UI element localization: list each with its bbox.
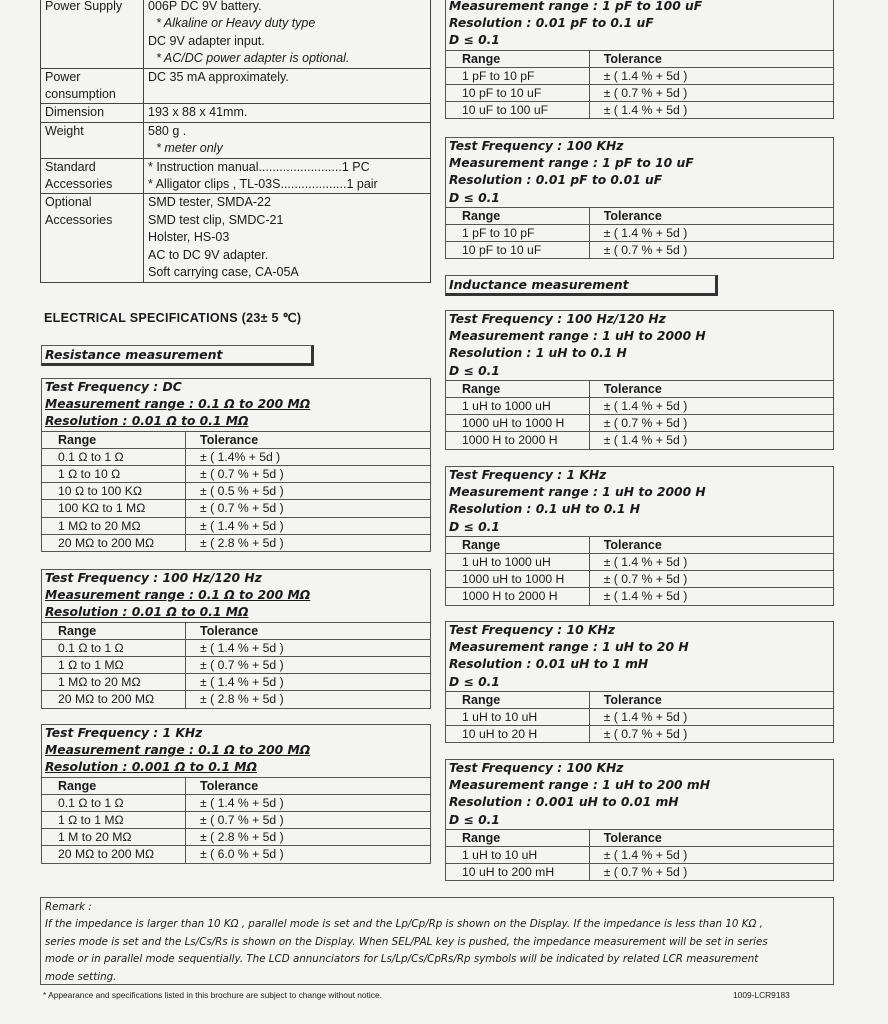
tolerance-cell: ± ( 0.7 % + 5d ) xyxy=(186,812,430,829)
table-row xyxy=(446,588,833,605)
spec-value-line: SMD tester, SMDA-22 xyxy=(148,195,271,210)
tolerance-cell: ± ( 1.4 % + 5d ) xyxy=(589,102,833,119)
table-row xyxy=(446,571,833,588)
remark-box xyxy=(40,897,834,985)
spec-heading-line: Resolution : 0.01 pF to 0.01 uF xyxy=(449,173,663,188)
tolerance-table xyxy=(446,536,833,605)
tolerance-header: Tolerance xyxy=(589,691,833,708)
spec-label: Dimension xyxy=(41,104,144,122)
range-cell: 1 M to 20 MΩ xyxy=(42,829,186,846)
spec-heading-line: Measurement range : 1 uH to 200 mH xyxy=(449,778,710,793)
spec-row xyxy=(41,194,431,282)
tolerance-table xyxy=(42,622,430,708)
spec-value xyxy=(144,68,431,104)
spec-heading-line: Measurement range : 0.1 Ω to 200 MΩ xyxy=(45,397,311,412)
capacitance-100khz-block xyxy=(445,137,834,259)
tolerance-header: Tolerance xyxy=(186,622,430,639)
range-cell: 1 uH to 10 uH xyxy=(446,709,589,726)
spec-value-line: Holster, HS-03 xyxy=(148,230,230,245)
spec-heading-line: D ≤ 0.1 xyxy=(449,33,500,48)
tolerance-table xyxy=(42,777,430,863)
range-cell: 1000 H to 2000 H xyxy=(446,432,589,449)
table-header-row xyxy=(42,777,430,794)
tolerance-cell: ± ( 0.5 % + 5d ) xyxy=(186,483,430,500)
tolerance-cell: ± ( 1.4 % + 5d ) xyxy=(589,432,833,449)
spec-row xyxy=(41,122,431,158)
remark-line: mode setting. xyxy=(45,970,117,983)
electrical-spec-heading: ELECTRICAL SPECIFICATIONS (23± 5 ℃) xyxy=(44,311,302,325)
tolerance-header: Tolerance xyxy=(589,536,833,553)
table-row xyxy=(42,657,430,674)
table-row xyxy=(42,639,430,656)
spec-heading-line: D ≤ 0.1 xyxy=(449,519,500,534)
table-row xyxy=(446,242,833,259)
range-cell: 10 uF to 100 uF xyxy=(446,102,589,119)
range-cell: 1 Ω to 1 MΩ xyxy=(42,657,186,674)
table-row xyxy=(446,709,833,726)
spec-heading-line: Resolution : 0.001 Ω to 0.1 MΩ xyxy=(45,760,257,775)
tolerance-header: Tolerance xyxy=(589,50,833,67)
tolerance-header: Tolerance xyxy=(589,207,833,224)
table-row xyxy=(42,846,430,863)
spec-value-line: * Alligator clips , TL-03S...................1 pair xyxy=(148,177,378,192)
spec-heading-line: Test Frequency : 1 KHz xyxy=(449,468,607,482)
spec-value xyxy=(144,0,431,68)
spec-heading-line: Test Frequency : 100 Hz/120 Hz xyxy=(45,571,262,585)
inductance-100hz-block xyxy=(445,310,834,450)
tolerance-cell: ± ( 0.7 % + 5d ) xyxy=(589,571,833,588)
spec-heading-line: Test Frequency : 100 KHz xyxy=(449,761,624,775)
range-cell: 20 MΩ to 200 MΩ xyxy=(42,534,186,551)
spec-label: Standard Accessories xyxy=(41,158,144,194)
spec-heading-line: Test Frequency : DC xyxy=(45,380,182,394)
table-header-row xyxy=(446,829,833,846)
remark-line: series mode is set and the Ls/Cs/Rs is shown on the Display. When SEL/PAL key is pushed, the impedance measurement will be set in series xyxy=(45,935,768,948)
remark-line: mode or in parallel mode sequentially. The LCD annunciators for Ls/Lp/Cs/CpRs/Rp symbols will be indicated by related LCR measurement xyxy=(45,953,759,966)
inductance-1khz-block xyxy=(445,466,834,606)
range-cell: 100 KΩ to 1 MΩ xyxy=(42,500,186,517)
range-cell: 0.1 Ω to 1 Ω xyxy=(42,794,186,811)
tolerance-cell: ± ( 1.4 % + 5d ) xyxy=(186,794,430,811)
tolerance-cell: ± ( 0.7 % + 5d ) xyxy=(589,242,833,259)
tolerance-table xyxy=(446,50,833,119)
table-row xyxy=(446,864,833,881)
spec-value-line: 006P DC 9V battery. xyxy=(148,0,262,13)
spec-heading-line: Measurement range : 1 pF to 10 uF xyxy=(449,156,694,171)
range-header: Range xyxy=(446,380,589,397)
table-row xyxy=(446,554,833,571)
spec-heading-line: Resolution : 0.01 Ω to 0.1 MΩ xyxy=(45,605,249,620)
spec-label: Power Supply xyxy=(41,0,144,68)
spec-row xyxy=(41,0,431,68)
tolerance-cell: ± ( 2.8 % + 5d ) xyxy=(186,829,430,846)
table-row xyxy=(446,85,833,102)
spec-row xyxy=(41,104,431,122)
spec-heading-line: D ≤ 0.1 xyxy=(449,674,500,689)
spec-value-line: DC 9V adapter input. xyxy=(148,33,265,48)
tolerance-header: Tolerance xyxy=(589,829,833,846)
tolerance-header: Tolerance xyxy=(589,380,833,397)
tolerance-header: Tolerance xyxy=(186,777,430,794)
table-row xyxy=(446,726,833,743)
table-row xyxy=(42,466,430,483)
range-cell: 1000 H to 2000 H xyxy=(446,588,589,605)
spec-heading-line: Measurement range : 1 uH to 2000 H xyxy=(449,485,706,500)
tolerance-cell: ± ( 0.7 % + 5d ) xyxy=(589,864,833,881)
tolerance-cell: ± ( 1.4 % + 5d ) xyxy=(589,225,833,242)
spec-row xyxy=(41,68,431,104)
table-row xyxy=(446,102,833,119)
range-cell: 1000 uH to 1000 H xyxy=(446,415,589,432)
spec-value-line: AC to DC 9V adapter. xyxy=(148,247,269,262)
table-header-row xyxy=(446,207,833,224)
spec-heading-line: Measurement range : 0.1 Ω to 200 MΩ xyxy=(45,588,311,603)
spec-value-line: 193 x 88 x 41mm. xyxy=(148,105,248,120)
spec-value-line: * Alkaline or Heavy duty type xyxy=(156,16,316,31)
tolerance-cell: ± ( 1.4 % + 5d ) xyxy=(186,517,430,534)
tolerance-cell: ± ( 1.4 % + 5d ) xyxy=(589,847,833,864)
document-number: 1009-LCR9183 xyxy=(733,990,790,1000)
table-row xyxy=(446,432,833,449)
range-cell: 10 pF to 10 uF xyxy=(446,85,589,102)
tolerance-cell: ± ( 6.0 % + 5d ) xyxy=(186,846,430,863)
resistance-dc-block xyxy=(41,378,431,552)
spec-value-line: 580 g . xyxy=(148,123,187,138)
range-header: Range xyxy=(42,431,186,448)
spec-value xyxy=(144,104,431,122)
table-row xyxy=(446,67,833,84)
inductance-100khz-block xyxy=(445,759,834,881)
spec-value-line: * AC/DC power adapter is optional. xyxy=(156,51,350,66)
table-row xyxy=(42,829,430,846)
range-cell: 0.1 Ω to 1 Ω xyxy=(42,639,186,656)
tolerance-cell: ± ( 1.4 % + 5d ) xyxy=(589,398,833,415)
range-header: Range xyxy=(446,691,589,708)
spec-label: Power consumption xyxy=(41,68,144,104)
spec-heading-line: Measurement range : 0.1 Ω to 200 MΩ xyxy=(45,743,311,758)
tolerance-table xyxy=(446,380,833,449)
tolerance-header: Tolerance xyxy=(186,431,430,448)
spec-heading-line: Measurement range : 1 uH to 20 H xyxy=(449,640,689,655)
table-header-row xyxy=(42,431,430,448)
table-row xyxy=(42,534,430,551)
table-row xyxy=(446,415,833,432)
tolerance-cell: ± ( 0.7 % + 5d ) xyxy=(186,657,430,674)
spec-heading-line: Measurement range : 1 pF to 100 uF xyxy=(449,0,703,13)
remark-text xyxy=(45,916,829,986)
tolerance-cell: ± ( 0.7 % + 5d ) xyxy=(589,415,833,432)
spec-heading-line: D ≤ 0.1 xyxy=(449,812,500,827)
tolerance-cell: ± ( 1.4 % + 5d ) xyxy=(589,588,833,605)
tolerance-cell: ± ( 0.7 % + 5d ) xyxy=(589,85,833,102)
table-row xyxy=(42,674,430,691)
tolerance-table xyxy=(446,829,833,881)
tolerance-cell: ± ( 2.8 % + 5d ) xyxy=(186,691,430,708)
range-cell: 1 Ω to 1 MΩ xyxy=(42,812,186,829)
spec-heading-line: Resolution : 0.001 uH to 0.01 mH xyxy=(449,795,679,810)
range-cell: 1000 uH to 1000 H xyxy=(446,571,589,588)
tolerance-cell: ± ( 0.7 % + 5d ) xyxy=(186,466,430,483)
remark-title: Remark : xyxy=(45,901,92,913)
range-header: Range xyxy=(446,536,589,553)
table-row xyxy=(42,812,430,829)
spec-heading-line: Resolution : 0.01 Ω to 0.1 MΩ xyxy=(45,414,249,429)
spec-value-line: DC 35 mA approximately. xyxy=(148,69,289,84)
range-cell: 10 Ω to 100 KΩ xyxy=(42,483,186,500)
resistance-section-title: Resistance measurement xyxy=(41,345,314,366)
spec-value-line: SMD test clip, SMDC-21 xyxy=(148,212,284,227)
tolerance-cell: ± ( 1.4 % + 5d ) xyxy=(589,709,833,726)
spec-heading-line: Test Frequency : 100 Hz/120 Hz xyxy=(449,312,666,326)
range-cell: 1 MΩ to 20 MΩ xyxy=(42,517,186,534)
range-header: Range xyxy=(446,829,589,846)
tolerance-table xyxy=(446,691,833,743)
spec-value xyxy=(144,194,431,282)
table-header-row xyxy=(446,50,833,67)
tolerance-cell: ± ( 0.7 % + 5d ) xyxy=(589,726,833,743)
tolerance-cell: ± ( 1.4 % + 5d ) xyxy=(186,674,430,691)
tolerance-cell: ± ( 0.7 % + 5d ) xyxy=(186,500,430,517)
range-cell: 1 MΩ to 20 MΩ xyxy=(42,674,186,691)
spec-value xyxy=(144,122,431,158)
range-cell: 1 uH to 10 uH xyxy=(446,847,589,864)
remark-line: If the impedance is larger than 10 KΩ , parallel mode is set and the Lp/Cp/Rp is shown on the Display. If the impedance is less than 10 KΩ , xyxy=(45,918,763,931)
range-header: Range xyxy=(446,207,589,224)
resistance-1khz-block xyxy=(41,724,431,864)
table-row xyxy=(42,448,430,465)
range-cell: 20 MΩ to 200 MΩ xyxy=(42,846,186,863)
range-cell: 1 Ω to 10 Ω xyxy=(42,466,186,483)
tolerance-cell: ± ( 1.4 % + 5d ) xyxy=(589,67,833,84)
spec-value xyxy=(144,158,431,194)
inductance-section-title: Inductance measurement xyxy=(445,275,718,296)
tolerance-cell: ± ( 1.4 % + 5d ) xyxy=(589,554,833,571)
tolerance-table xyxy=(446,207,833,259)
capacitance-block xyxy=(445,0,834,119)
range-header: Range xyxy=(42,622,186,639)
spec-label: Weight xyxy=(41,122,144,158)
table-header-row xyxy=(446,691,833,708)
resistance-100hz-block xyxy=(41,569,431,709)
table-row xyxy=(446,398,833,415)
table-row xyxy=(446,225,833,242)
table-header-row xyxy=(42,622,430,639)
table-row xyxy=(446,847,833,864)
inductance-10khz-block xyxy=(445,621,834,743)
table-header-row xyxy=(446,536,833,553)
table-row xyxy=(42,517,430,534)
range-cell: 1 uH to 1000 uH xyxy=(446,554,589,571)
spec-heading-line: Resolution : 0.01 uH to 1 mH xyxy=(449,657,649,672)
spec-heading-line: Resolution : 0.01 pF to 0.1 uF xyxy=(449,16,654,31)
range-cell: 20 MΩ to 200 MΩ xyxy=(42,691,186,708)
spec-heading-line: D ≤ 0.1 xyxy=(449,363,500,378)
tolerance-table xyxy=(42,431,430,551)
range-header: Range xyxy=(446,50,589,67)
spec-label: Optional Accessories xyxy=(41,194,144,282)
spec-heading-line: D ≤ 0.1 xyxy=(449,190,500,205)
table-header-row xyxy=(446,380,833,397)
table-row xyxy=(42,794,430,811)
range-cell: 1 pF to 10 pF xyxy=(446,67,589,84)
tolerance-cell: ± ( 1.4% + 5d ) xyxy=(186,448,430,465)
spec-heading-line: Measurement range : 1 uH to 2000 H xyxy=(449,329,706,344)
spec-heading-line: Resolution : 0.1 uH to 0.1 H xyxy=(449,502,641,517)
spec-value-line: * meter only xyxy=(156,141,223,156)
range-cell: 1 pF to 10 pF xyxy=(446,225,589,242)
range-cell: 1 uH to 1000 uH xyxy=(446,398,589,415)
range-cell: 10 uH to 20 H xyxy=(446,726,589,743)
spec-value-line: Soft carrying case, CA-05A xyxy=(148,265,299,280)
footnote: * Appearance and specifications listed in this brochure are subject to change without notice. xyxy=(43,990,382,1000)
table-row xyxy=(42,483,430,500)
spec-heading-line: Resolution : 1 uH to 0.1 H xyxy=(449,346,627,361)
spec-heading-line: Test Frequency : 100 KHz xyxy=(449,139,624,153)
range-cell: 10 uH to 200 mH xyxy=(446,864,589,881)
tolerance-cell: ± ( 1.4 % + 5d ) xyxy=(186,639,430,656)
table-row xyxy=(42,500,430,517)
spec-value-line: * Instruction manual........................1 PC xyxy=(148,159,370,174)
spec-row xyxy=(41,158,431,194)
range-cell: 10 pF to 10 uF xyxy=(446,242,589,259)
general-spec-table xyxy=(40,0,431,283)
spec-heading-line: Test Frequency : 1 KHz xyxy=(45,726,203,740)
range-cell: 0.1 Ω to 1 Ω xyxy=(42,448,186,465)
table-row xyxy=(42,691,430,708)
range-header: Range xyxy=(42,777,186,794)
tolerance-cell: ± ( 2.8 % + 5d ) xyxy=(186,534,430,551)
spec-heading-line: Test Frequency : 10 KHz xyxy=(449,623,615,637)
